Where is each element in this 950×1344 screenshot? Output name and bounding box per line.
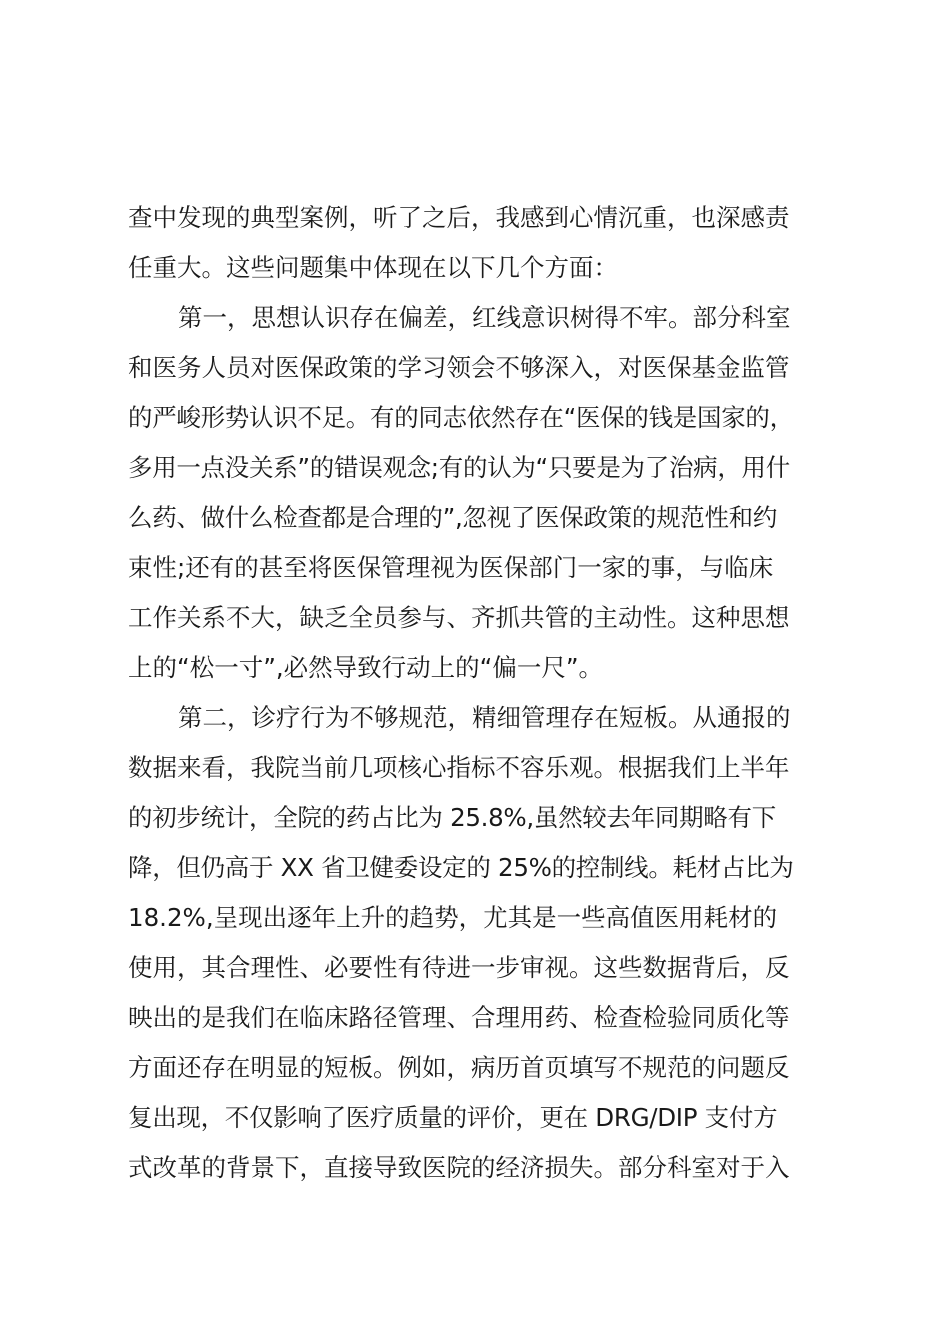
text-line: 使用，其合理性、必要性有待进一步审视。这些数据背后，反 [128, 953, 790, 982]
text-line: 上的“松一寸”,必然导致行动上的“偏一尺”。 [128, 653, 604, 682]
text-line: 的严峻形势认识不足。有的同志依然存在“医保的钱是国家的， [128, 403, 794, 432]
text-line: 18.2%,呈现出逐年上升的趋势，尤其是一些高值医用耗材的 [128, 903, 778, 932]
text-line: 么药、做什么检查都是合理的”,忽视了医保政策的规范性和约 [128, 503, 778, 532]
text-line: 和医务人员对医保政策的学习领会不够深入，对医保基金监管 [128, 353, 790, 382]
text-line: 方面还存在明显的短板。例如，病历首页填写不规范的问题反 [128, 1053, 790, 1082]
text-line: 工作关系不大，缺乏全员参与、齐抓共管的主动性。这种思想 [128, 603, 790, 632]
text-line: 映出的是我们在临床路径管理、合理用药、检查检验同质化等 [128, 1003, 790, 1032]
text-line: 的初步统计，全院的药占比为 25.8%,虽然较去年同期略有下 [128, 803, 776, 832]
text-line: 降，但仍高于 XX 省卫健委设定的 25%的控制线。耗材占比为 [128, 853, 794, 882]
paragraph-start-line: 第一，思想认识存在偏差，红线意识树得不牢。部分科室 [178, 303, 791, 332]
text-line: 任重大。这些问题集中体现在以下几个方面： [128, 253, 618, 282]
body-text [128, 193, 828, 1193]
text-line: 多用一点没关系”的错误观念;有的认为“只要是为了治病，用什 [128, 453, 790, 482]
paragraph-start-line: 第二，诊疗行为不够规范，精细管理存在短板。从通报的 [178, 703, 791, 732]
text-line: 查中发现的典型案例，听了之后，我感到心情沉重，也深感责 [128, 203, 790, 232]
text-line: 束性;还有的甚至将医保管理视为医保部门一家的事，与临床 [128, 553, 774, 582]
text-line: 数据来看，我院当前几项核心指标不容乐观。根据我们上半年 [128, 753, 790, 782]
text-line: 复出现，不仅影响了医疗质量的评价，更在 DRG/DIP 支付方 [128, 1103, 778, 1132]
text-line: 式改革的背景下，直接导致医院的经济损失。部分科室对于入 [128, 1153, 790, 1182]
